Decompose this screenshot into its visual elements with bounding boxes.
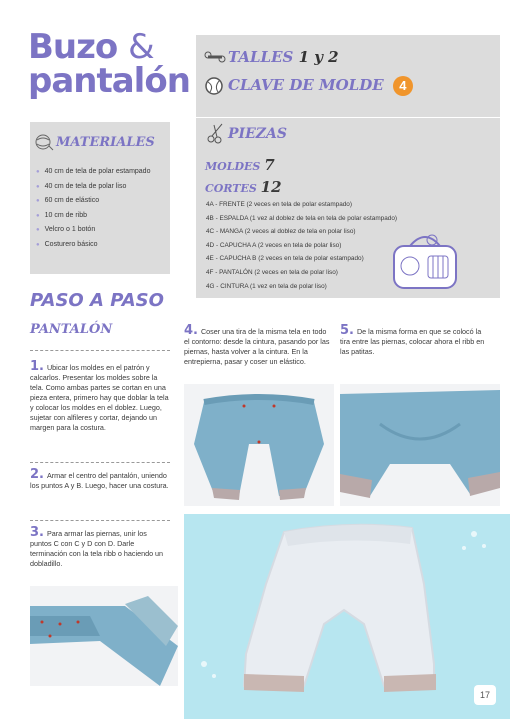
cortes-row bbox=[205, 178, 282, 196]
step-5-photo bbox=[340, 384, 500, 506]
moldes-value: 7 bbox=[264, 156, 275, 174]
talles-value: 1 y 2 bbox=[298, 48, 339, 66]
page-number: 17 bbox=[474, 685, 496, 705]
step-text: Para armar las piernas, unir los puntos C con C y D con D. Darle terminación con la tela ribb o haciendo un dobladillo. bbox=[30, 529, 164, 568]
step-text: Armar el centro del pantalón, uniendo los puntos A y B. Luego, hacer una costura. bbox=[30, 471, 169, 490]
list-item: ● 40 cm de tela de polar liso bbox=[36, 180, 150, 195]
piezas-title: PIEZAS bbox=[228, 126, 287, 142]
step-4 bbox=[184, 323, 334, 367]
list-item: 4D - CAPUCHA A (2 veces en tela de polar liso) bbox=[206, 241, 342, 249]
ball-icon bbox=[204, 76, 224, 96]
step-3 bbox=[30, 525, 170, 569]
clave-badge: 4 bbox=[393, 76, 413, 96]
cortes-label: CORTES bbox=[205, 182, 257, 195]
section-title: PASO A PASO bbox=[30, 290, 164, 311]
list-item: 4A - FRENTE (2 veces en tela de polar estampado) bbox=[206, 201, 352, 208]
divider bbox=[30, 520, 170, 521]
list-item: ● Velcro o 1 botón bbox=[36, 223, 150, 238]
list-item: ● Costurero básico bbox=[36, 238, 150, 253]
list-item: ● 10 cm de ribb bbox=[36, 209, 150, 224]
final-pants-photo bbox=[184, 514, 510, 719]
moldes-row bbox=[205, 156, 275, 174]
scissors-icon bbox=[206, 122, 226, 144]
list-item: 4F - PANTALÓN (2 veces en tela de polar liso) bbox=[206, 268, 338, 276]
piezas-list bbox=[206, 198, 397, 293]
talles-row bbox=[228, 48, 339, 66]
step-number: 1. bbox=[30, 359, 44, 374]
moldes-label: MOLDES bbox=[205, 160, 261, 173]
step-1 bbox=[30, 359, 170, 433]
clave-row bbox=[228, 76, 413, 96]
materiales-title: MATERIALES bbox=[56, 135, 155, 150]
step-4-photo bbox=[184, 384, 334, 506]
step-number: 3. bbox=[30, 525, 44, 540]
yarn-icon bbox=[34, 132, 54, 152]
step-text: Ubicar los moldes en el patrón y calcarlos. Presentar los moldes sobre la tela. Como ambas partes se cortan en una pieza entera, primero hay que doblar la tela y colocar los moldes en el doblez. Luego, sujetar con alfileres y cortar, dejando un margen para la costura. bbox=[30, 363, 169, 432]
divider bbox=[30, 350, 170, 351]
clave-label: CLAVE DE MOLDE bbox=[228, 76, 384, 94]
list-item: 4E - CAPUCHA B (2 veces en tela de polar estampado) bbox=[206, 255, 364, 263]
pet-carrier-illustration bbox=[388, 222, 462, 296]
title-amp: & bbox=[128, 27, 154, 67]
step-number: 2. bbox=[30, 467, 44, 482]
section-subtitle: PANTALÓN bbox=[30, 322, 113, 337]
bone-icon bbox=[204, 46, 226, 68]
step-3-photo bbox=[30, 586, 178, 686]
cortes-value: 12 bbox=[260, 178, 282, 196]
step-number: 5. bbox=[340, 323, 354, 338]
step-2 bbox=[30, 467, 170, 491]
list-item: 4G - CINTURA (1 vez en tela de polar liso) bbox=[206, 282, 327, 290]
title-line1: Buzo bbox=[28, 27, 118, 67]
step-5 bbox=[340, 323, 490, 357]
title-line2: pantalón bbox=[28, 61, 190, 101]
list-item: ● 60 cm de elástico bbox=[36, 194, 150, 209]
list-item: 4C - MANGA (2 veces al doblez de tela en polar liso) bbox=[206, 228, 356, 236]
step-number: 4. bbox=[184, 323, 198, 338]
materiales-list bbox=[36, 165, 150, 253]
talles-label: TALLES bbox=[228, 48, 294, 66]
page-title bbox=[28, 27, 190, 101]
list-item: 4B - ESPALDA (1 vez al doblez de tela en tela de polar estampado) bbox=[206, 214, 398, 222]
step-text: Coser una tira de la misma tela en todo el contorno: desde la cintura, pasando por las piernas, hasta volver a la cintura. En la entrepierna, pasar y coser un elástico. bbox=[184, 327, 330, 366]
divider bbox=[30, 462, 170, 463]
list-item: ● 40 cm de tela de polar estampado bbox=[36, 165, 150, 180]
step-text: De la misma forma en que se colocó la tira entre las piernas, colocar ahora el ribb en las patitas. bbox=[340, 327, 485, 356]
